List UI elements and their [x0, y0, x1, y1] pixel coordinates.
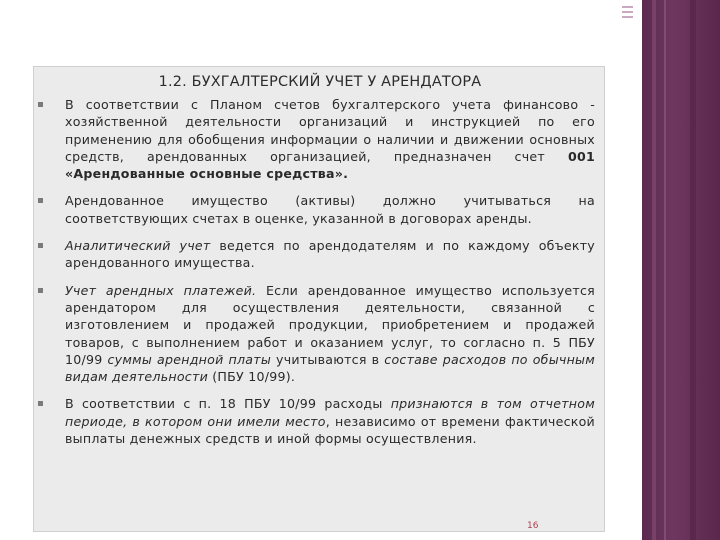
decorative-side-panel [642, 0, 720, 540]
bullet-icon [38, 288, 43, 293]
list-item [38, 96, 602, 182]
item-text: В соответствии с Планом счетов бухгалтерского учета финансово - хозяйственной деятельности организаций и инструкцией по его применению для обобщения информации о наличии и движении основных средств, арендованных организацией, предназначен счет 001 «Арендованные основные средства». [65, 97, 595, 182]
bullet-icon [38, 401, 43, 406]
list-item [38, 282, 602, 386]
list-item [38, 237, 602, 272]
page-number: 16 [527, 521, 539, 531]
bullet-icon [38, 198, 43, 203]
list-item [38, 395, 602, 447]
panel-stripe [664, 0, 666, 540]
corner-decoration [622, 6, 634, 22]
bullet-icon [38, 243, 43, 248]
panel-stripe [652, 0, 656, 540]
list-item [38, 192, 602, 227]
slide-title: 1.2. БУХГАЛТЕРСКИЙ УЧЕТ У АРЕНДАТОРА [158, 74, 482, 90]
slide-content [38, 70, 602, 528]
item-text: Аналитический учет ведется по арендодателям и по каждому объекту арендованного имущества. [65, 238, 595, 271]
bullet-icon [38, 102, 43, 107]
item-text: Арендованное имущество (активы) должно учитываться на соответствующих счетах в оценке, указанной в договорах аренды. [65, 193, 595, 226]
item-text: Учет арендных платежей. Если арендованное имущество используется арендатором для осуществления деятельности, связанной с изготовлением и продажей продукции, приобретением и продажей товаров, с выполнением работ и оказанием услуг, то согласно п. 5 ПБУ 10/99 суммы арендной платы учитываются в составе расходов по обычным видам деятельности (ПБУ 10/99). [65, 282, 596, 385]
bullet-list [38, 96, 602, 457]
item-text: В соответствии с п. 18 ПБУ 10/99 расходы признаются в том отчетном периоде, в котором они имели место, независимо от времени фактической выплаты денежных средств и иной формы осуществления. [65, 396, 595, 447]
panel-stripe [690, 0, 696, 540]
